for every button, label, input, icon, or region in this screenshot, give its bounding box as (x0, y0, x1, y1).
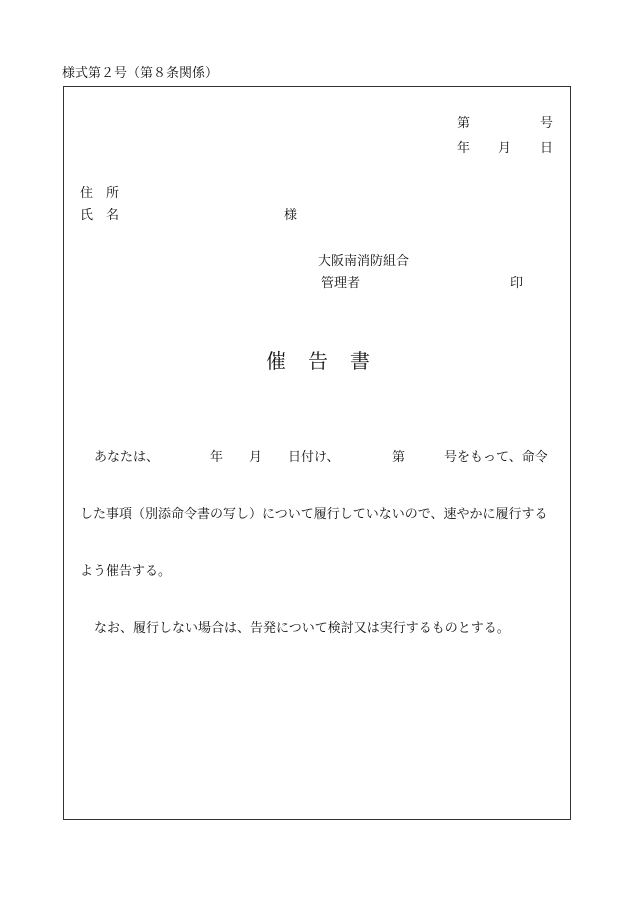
date-month-label: 月 (498, 141, 512, 156)
honorific-sama: 様 (284, 208, 298, 223)
body-line3: よう催告する。 (80, 564, 172, 579)
title-char-3: 書 (350, 349, 370, 373)
body-line1-day: 日付け、 (288, 450, 340, 465)
body-line1-no-suffix: 号をもって、命令 (444, 450, 548, 465)
title-char-1: 催 (266, 349, 286, 373)
body-line4: なお、履行しない場合は、告発について検討又は実行するものとする。 (94, 621, 510, 636)
body-line1-month: 月 (249, 450, 263, 465)
seal-mark: 印 (510, 276, 524, 291)
issuer-organization: 大阪南消防組合 (318, 254, 410, 269)
name-label: 氏 名 (80, 208, 120, 223)
number-suffix: 号 (540, 116, 554, 131)
address-label: 住 所 (80, 186, 120, 201)
document-title (0, 351, 630, 375)
number-prefix: 第 (457, 116, 471, 131)
title-char-2: 告 (308, 349, 328, 373)
body-line1-year: 年 (210, 450, 224, 465)
date-year-label: 年 (457, 141, 471, 156)
body-line2: した事項（別添命令書の写し）について履行していないので、速やかに履行する (80, 507, 548, 522)
issuer-title: 管理者 (321, 276, 361, 291)
form-number-label: 様式第２号（第８条関係） (62, 66, 219, 81)
date-day-label: 日 (540, 141, 554, 156)
body-line1-start: あなたは、 (94, 450, 160, 465)
body-line1-no-prefix: 第 (392, 450, 406, 465)
